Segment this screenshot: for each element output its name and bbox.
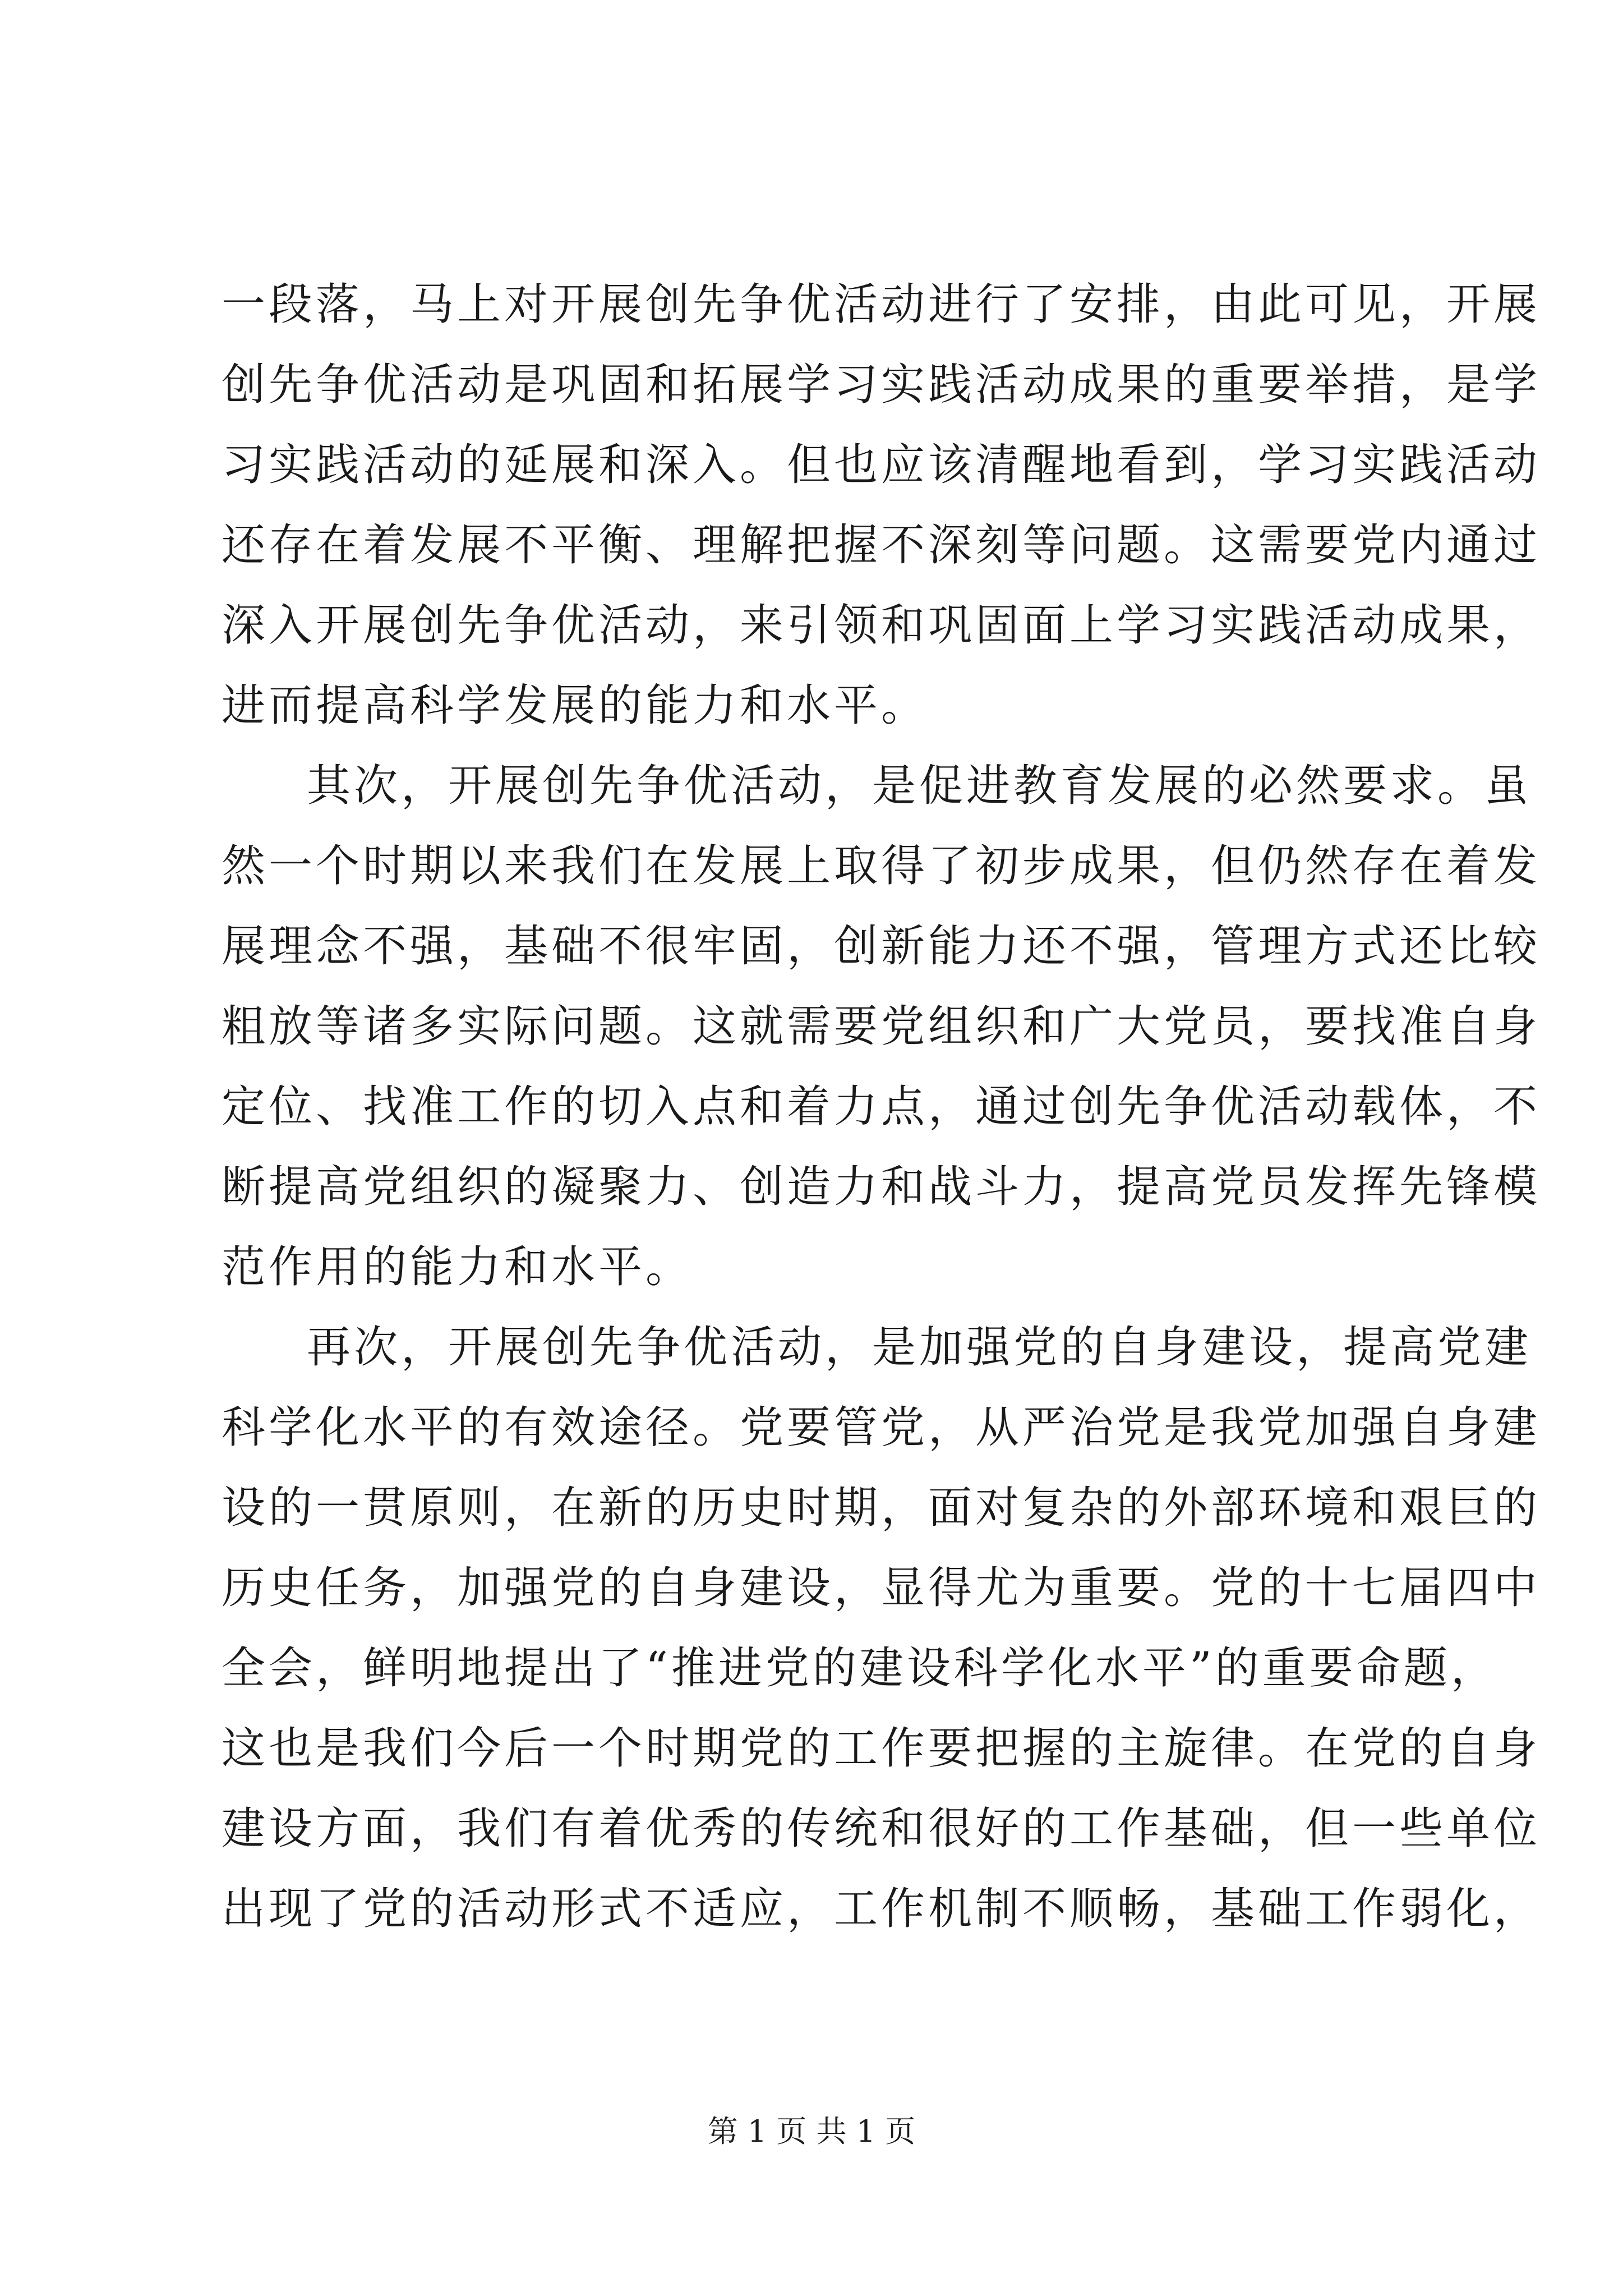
paragraph-first-line: 再次，开展创先争优活动，是加强党的自身建设，提高党建 bbox=[307, 1322, 1532, 1373]
page-number-label: 第 1 页 共 1 页 bbox=[707, 2114, 916, 2149]
text-line: 历史任务，加强党的自身建设，显得尤为重要。党的十七届四中 bbox=[222, 1563, 1541, 1613]
text-line: 习实践活动的延展和深入。但也应该清醒地看到，学习实践活动 bbox=[222, 440, 1541, 490]
text-line: 这也是我们今后一个时期党的工作要把握的主旋律。在党的自身 bbox=[222, 1723, 1541, 1774]
text-line: 一段落，马上对开展创先争优活动进行了安排，由此可见，开展 bbox=[222, 279, 1541, 330]
text-line: 然一个时期以来我们在发展上取得了初步成果，但仍然存在着发 bbox=[222, 841, 1541, 891]
text-line: 展理念不强，基础不很牢固，创新能力还不强，管理方式还比较 bbox=[222, 921, 1541, 972]
text-line: 定位、找准工作的切入点和着力点，通过创先争优活动载体，不 bbox=[222, 1082, 1541, 1132]
text-line: 创先争优活动是巩固和拓展学习实践活动成果的重要举措，是学 bbox=[222, 360, 1541, 410]
text-line: 设的一贯原则，在新的历史时期，面对复杂的外部环境和艰巨的 bbox=[222, 1483, 1541, 1533]
text-line: 进而提高科学发展的能力和水平。 bbox=[222, 680, 929, 731]
text-line: 还存在着发展不平衡、理解把握不深刻等问题。这需要党内通过 bbox=[222, 520, 1541, 570]
text-line: 科学化水平的有效途径。党要管党，从严治党是我党加强自身建 bbox=[222, 1402, 1541, 1453]
text-line: 深入开展创先争优活动，来引领和巩固面上学习实践活动成果， bbox=[222, 600, 1541, 651]
page-footer bbox=[0, 2109, 1623, 2154]
text-line: 范作用的能力和水平。 bbox=[222, 1242, 693, 1292]
text-line: 全会，鲜明地提出了“推进党的建设科学化水平”的重要命题， bbox=[222, 1643, 1498, 1694]
text-line: 出现了党的活动形式不适应，工作机制不顺畅，基础工作弱化， bbox=[222, 1884, 1541, 1934]
paragraph-first-line: 其次，开展创先争优活动，是促进教育发展的必然要求。虽 bbox=[307, 761, 1532, 811]
body-text bbox=[222, 265, 1541, 1949]
text-line: 断提高党组织的凝聚力、创造力和战斗力，提高党员发挥先锋模 bbox=[222, 1162, 1541, 1212]
text-line: 粗放等诸多实际问题。这就需要党组织和广大党员，要找准自身 bbox=[222, 1001, 1541, 1052]
text-line: 建设方面，我们有着优秀的传统和很好的工作基础，但一些单位 bbox=[222, 1803, 1541, 1854]
